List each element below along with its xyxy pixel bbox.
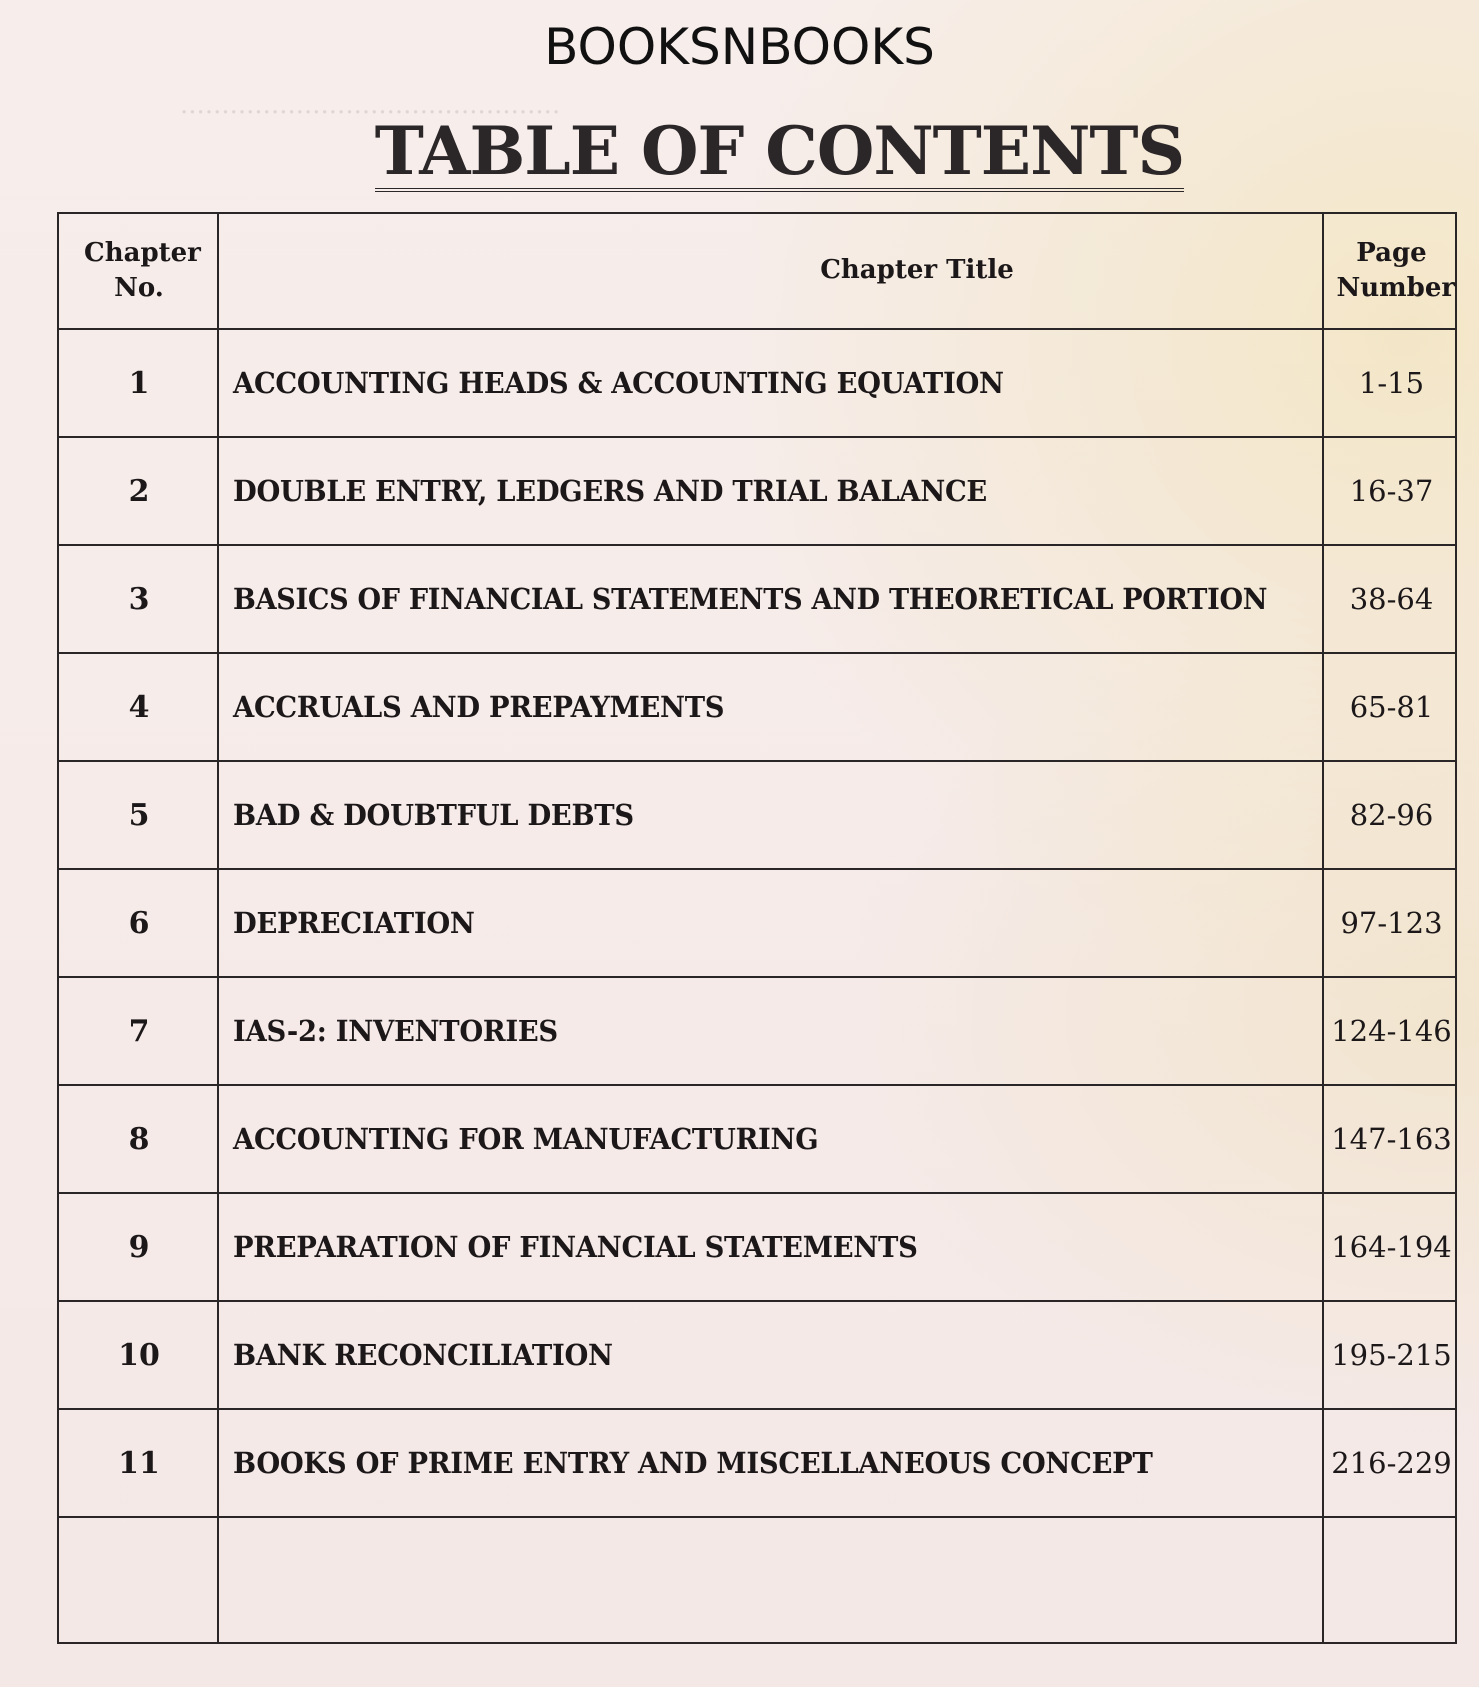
header-chapter-title: Chapter Title xyxy=(820,255,1014,286)
brand-name xyxy=(0,18,1479,76)
chapter-number: 7 xyxy=(128,1013,150,1049)
chapter-number: 8 xyxy=(128,1121,150,1157)
table-row xyxy=(59,546,1455,654)
chapter-title: ACCOUNTING FOR MANUFACTURING xyxy=(233,1122,819,1156)
chapter-number-cell xyxy=(59,438,219,544)
chapter-number: 4 xyxy=(128,689,150,725)
chapter-title-cell xyxy=(219,438,1324,544)
table-row xyxy=(59,330,1455,438)
table-row xyxy=(59,654,1455,762)
chapter-title: BAD & DOUBTFUL DEBTS xyxy=(233,798,634,832)
table-row xyxy=(59,438,1455,546)
chapter-number-cell xyxy=(59,870,219,976)
chapter-number-cell xyxy=(59,1518,219,1646)
page-range: 147-163 xyxy=(1331,1122,1452,1156)
page-range: 124-146 xyxy=(1331,1014,1452,1048)
page-range: 1-15 xyxy=(1358,366,1425,400)
page-range-cell xyxy=(1324,546,1459,652)
chapter-number-cell xyxy=(59,1086,219,1192)
bleed-through-text: .............................................. xyxy=(180,90,561,120)
chapter-number: 1 xyxy=(128,365,150,401)
table-row xyxy=(59,978,1455,1086)
chapter-number-cell xyxy=(59,978,219,1084)
chapter-title-cell xyxy=(219,546,1324,652)
header-cell-chapter-title xyxy=(219,214,1479,328)
table-header-row xyxy=(59,214,1455,330)
chapter-title: IAS-2: INVENTORIES xyxy=(233,1014,558,1048)
chapter-title-cell xyxy=(219,762,1324,868)
table-row xyxy=(59,870,1455,978)
header-chapter-no: Chapter No. xyxy=(84,237,201,303)
contents-table xyxy=(57,212,1457,1644)
chapter-number-cell xyxy=(59,1302,219,1408)
table-row xyxy=(59,762,1455,870)
chapter-title-cell xyxy=(219,1194,1324,1300)
header-cell-chapter-no xyxy=(59,214,219,328)
page-range: 195-215 xyxy=(1331,1338,1452,1372)
chapter-title: ACCRUALS AND PREPAYMENTS xyxy=(233,690,725,724)
chapter-number-cell xyxy=(59,330,219,436)
chapter-number: 2 xyxy=(128,473,150,509)
chapter-title: BANK RECONCILIATION xyxy=(233,1338,613,1372)
chapter-title: DEPRECIATION xyxy=(233,906,475,940)
page-range-cell xyxy=(1324,1302,1459,1408)
table-row-empty xyxy=(59,1518,1455,1646)
table-row xyxy=(59,1410,1455,1518)
page-range-cell xyxy=(1324,762,1459,868)
chapter-number: 3 xyxy=(128,581,150,617)
page-range-cell xyxy=(1324,870,1459,976)
chapter-number: 9 xyxy=(128,1229,150,1265)
table-row xyxy=(59,1194,1455,1302)
page-range: 65-81 xyxy=(1349,690,1434,724)
chapter-title-cell xyxy=(219,870,1324,976)
table-row xyxy=(59,1302,1455,1410)
page-range-cell xyxy=(1324,1194,1459,1300)
page-range: 82-96 xyxy=(1349,798,1434,832)
page-range-cell xyxy=(1324,654,1459,760)
chapter-title-cell xyxy=(219,1410,1324,1516)
chapter-title-cell xyxy=(219,330,1324,436)
brand-text: BOOKSNBOOKS xyxy=(544,18,935,76)
chapter-number-cell xyxy=(59,1194,219,1300)
page-range: 97-123 xyxy=(1340,906,1443,940)
page-range: 16-37 xyxy=(1349,474,1434,508)
chapter-title: BASICS OF FINANCIAL STATEMENTS AND THEORETICAL PORTION xyxy=(233,582,1268,616)
chapter-title-cell xyxy=(219,654,1324,760)
chapter-title-cell xyxy=(219,1518,1324,1646)
chapter-title-cell xyxy=(219,1302,1324,1408)
chapter-title-cell xyxy=(219,978,1324,1084)
page-title xyxy=(0,112,1479,192)
page-range-cell xyxy=(1324,1518,1459,1646)
header-page-number: Page Number xyxy=(1336,237,1456,303)
chapter-number-cell xyxy=(59,546,219,652)
chapter-number-cell xyxy=(59,762,219,868)
page-range-cell xyxy=(1324,330,1459,436)
chapter-number: 6 xyxy=(128,905,150,941)
header-cell-page-number xyxy=(1324,214,1459,328)
chapter-number-cell xyxy=(59,654,219,760)
page-range-cell xyxy=(1324,1086,1459,1192)
chapter-title: BOOKS OF PRIME ENTRY AND MISCELLANEOUS CONCEPT xyxy=(233,1446,1153,1480)
page-range: 38-64 xyxy=(1349,582,1434,616)
chapter-number-cell xyxy=(59,1410,219,1516)
page-range-cell xyxy=(1324,1410,1459,1516)
page-range-cell xyxy=(1324,438,1459,544)
chapter-title: PREPARATION OF FINANCIAL STATEMENTS xyxy=(233,1230,918,1264)
chapter-title-cell xyxy=(219,1086,1324,1192)
page-range: 164-194 xyxy=(1331,1230,1452,1264)
page-title-text: TABLE OF CONTENTS xyxy=(375,117,1184,192)
page-range-cell xyxy=(1324,978,1459,1084)
page-range: 216-229 xyxy=(1331,1446,1452,1480)
chapter-number: 5 xyxy=(128,797,150,833)
chapter-title: ACCOUNTING HEADS & ACCOUNTING EQUATION xyxy=(233,366,1004,400)
chapter-number: 10 xyxy=(118,1337,160,1373)
chapter-number: 11 xyxy=(118,1445,160,1481)
table-row xyxy=(59,1086,1455,1194)
chapter-title: DOUBLE ENTRY, LEDGERS AND TRIAL BALANCE xyxy=(233,474,988,508)
